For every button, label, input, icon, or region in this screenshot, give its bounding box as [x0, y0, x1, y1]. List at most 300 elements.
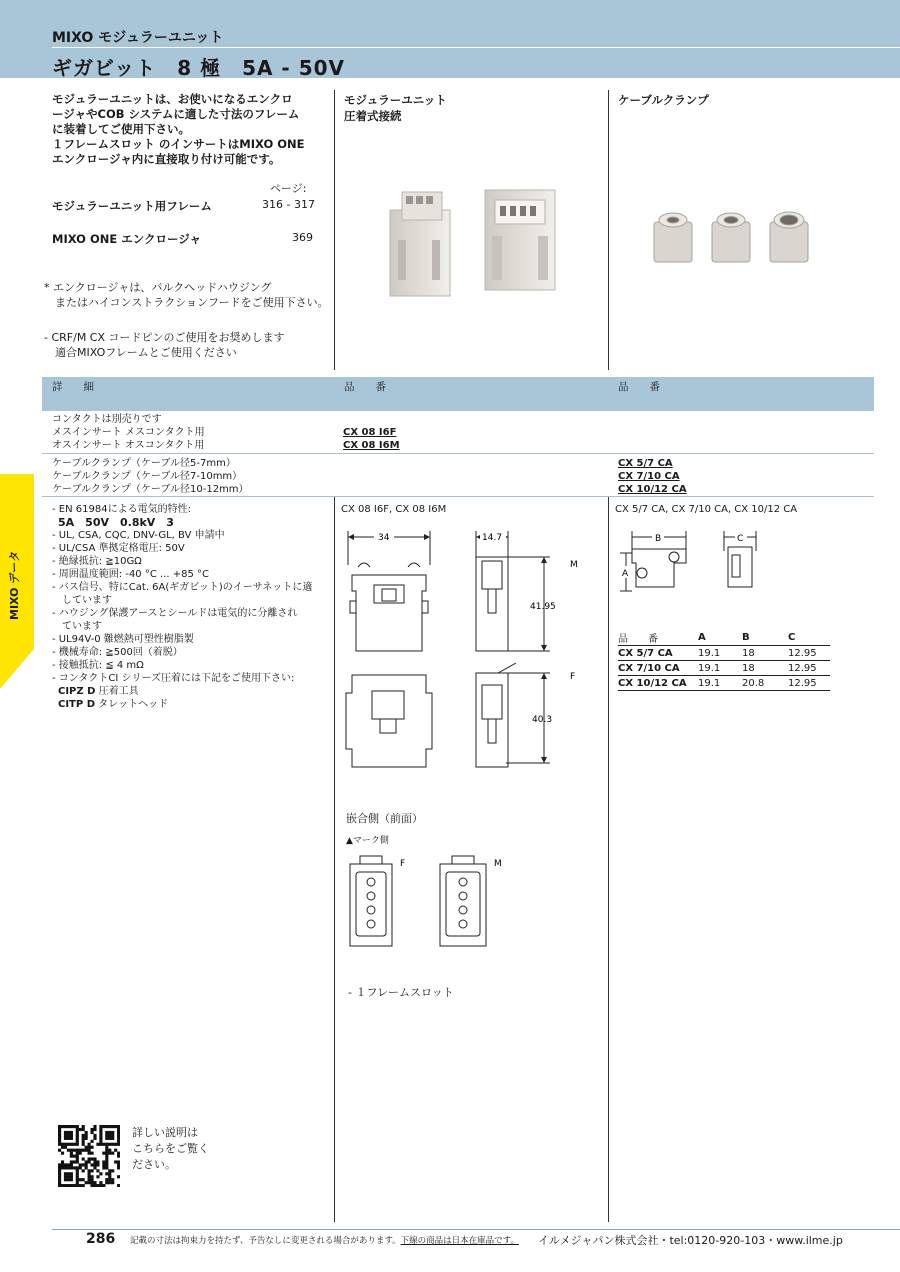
dim-c-label: C	[737, 534, 744, 544]
qr-module	[70, 1149, 73, 1152]
qr-module	[73, 1149, 76, 1152]
qr-module	[108, 1175, 111, 1178]
spec-line: しています	[52, 595, 112, 606]
qr-module	[67, 1134, 70, 1137]
qr-module	[117, 1163, 120, 1166]
intro-line: に装着してご使用下さい。	[52, 122, 190, 136]
qr-line: ださい。	[132, 1158, 176, 1171]
qr-module	[73, 1125, 76, 1128]
modular-unit-heading: モジュラーユニット	[344, 93, 447, 107]
column-divider	[608, 497, 609, 1222]
qr-module	[61, 1152, 64, 1155]
part-no-label: 品 番	[618, 381, 660, 393]
qr-module	[99, 1184, 102, 1187]
qr-module	[70, 1175, 73, 1178]
qr-module	[85, 1181, 88, 1184]
qr-module	[85, 1166, 88, 1169]
qr-module	[90, 1175, 93, 1178]
intro-line: エンクロージャ内に直接取り付け可能です。	[52, 152, 281, 166]
qr-module	[70, 1125, 73, 1128]
clamp-label: ケーブルクランプ（ケーブル径7-10mm）	[52, 471, 243, 482]
table-header-band	[42, 377, 874, 411]
col-header: 品 番	[618, 634, 658, 645]
qr-module	[64, 1125, 67, 1128]
side-tab-label: MIXO データ	[8, 550, 21, 620]
qr-module	[82, 1128, 85, 1131]
qr-module	[105, 1125, 108, 1128]
qr-module	[70, 1163, 73, 1166]
qr-module	[67, 1175, 70, 1178]
qr-module	[114, 1143, 117, 1146]
qr-module	[64, 1166, 67, 1169]
qr-module	[111, 1131, 114, 1134]
qr-module	[117, 1175, 120, 1178]
qr-module	[117, 1140, 120, 1143]
row-divider	[42, 453, 874, 454]
qr-module	[67, 1137, 70, 1140]
qr-module	[82, 1178, 85, 1181]
qr-module	[64, 1184, 67, 1187]
qr-module	[73, 1155, 76, 1158]
mark-side-label: ▲マーク側	[346, 836, 389, 846]
qr-module	[117, 1134, 120, 1137]
qr-module	[79, 1149, 82, 1152]
qr-module	[90, 1128, 93, 1131]
mating-side-title: 嵌合側（前面）	[346, 812, 423, 825]
qr-module	[82, 1157, 85, 1160]
intro-paragraph	[52, 92, 327, 167]
qr-module	[70, 1166, 73, 1169]
qr-module	[102, 1143, 105, 1146]
qr-module	[105, 1137, 108, 1140]
qr-module	[88, 1152, 91, 1155]
spec-line: - バス信号、特にCat. 6A(ギガビット)のイーサネットに適	[52, 582, 313, 593]
clamp-size-table	[618, 630, 830, 691]
table-row	[618, 661, 830, 676]
contacts-note: コンタクトは別売りです	[52, 414, 162, 425]
qr-module	[85, 1163, 88, 1166]
table-cell: 20.8	[742, 677, 765, 689]
dim-height-female-label: 40.3	[532, 715, 553, 725]
spec-line: - UL/CSA 準拠定格電圧: 50V	[52, 543, 185, 554]
ref-enclosure-label: MIXO ONE エンクロージャ	[52, 232, 202, 246]
qr-module	[82, 1169, 85, 1172]
male-label: M	[570, 560, 578, 570]
female-insert-label: メスインサート メスコンタクト用	[52, 427, 205, 438]
modular-unit-photo	[380, 180, 560, 300]
qr-module	[105, 1166, 108, 1169]
qr-module	[93, 1184, 96, 1187]
qr-module	[82, 1163, 85, 1166]
qr-module	[99, 1131, 102, 1134]
qr-module	[96, 1163, 99, 1166]
qr-module	[99, 1143, 102, 1146]
qr-module	[88, 1175, 91, 1178]
qr-module	[76, 1184, 79, 1187]
qr-module	[105, 1172, 108, 1175]
table-cell: CX 5/7 CA	[618, 647, 673, 659]
qr-module	[82, 1125, 85, 1128]
qr-module	[111, 1134, 114, 1137]
qr-module	[105, 1155, 108, 1158]
qr-module	[117, 1143, 120, 1146]
female-insert-code: CX 08 I6F	[343, 427, 397, 438]
qr-module	[76, 1175, 79, 1178]
qr-caption	[132, 1125, 209, 1173]
enclosure-note	[44, 280, 329, 310]
note-line: 適合MIXOフレームとご使用ください	[44, 346, 237, 359]
qr-module	[67, 1149, 70, 1152]
row-divider	[42, 496, 874, 497]
male-insert-label: オスインサート オスコンタクト用	[52, 440, 205, 451]
qr-module	[88, 1181, 91, 1184]
qr-module	[58, 1131, 61, 1134]
qr-module	[70, 1184, 73, 1187]
qr-module	[58, 1163, 61, 1166]
table-cell: 12.95	[788, 662, 817, 674]
details-label: 詳 細	[52, 381, 94, 393]
qr-module	[102, 1163, 105, 1166]
qr-module	[58, 1175, 61, 1178]
qr-module	[93, 1166, 96, 1169]
qr-module	[76, 1181, 79, 1184]
table-cell: CX 7/10 CA	[618, 662, 680, 674]
qr-module	[99, 1137, 102, 1140]
qr-module	[70, 1143, 73, 1146]
qr-module	[108, 1152, 111, 1155]
qr-module	[70, 1134, 73, 1137]
mating-face-drawing	[344, 852, 514, 952]
footer-note-text: 記載の寸法は拘束力を持たず、予告なしに変更される場合があります。	[130, 1236, 401, 1246]
note-line: - CRF/M CX コードピンのご使用をお奨めします	[44, 331, 285, 344]
qr-module	[90, 1146, 93, 1149]
qr-module	[117, 1125, 120, 1128]
qr-module	[88, 1149, 91, 1152]
intro-line: １フレームスロット のインサートはMIXO ONE	[52, 137, 305, 151]
qr-module	[111, 1181, 114, 1184]
ref-frame-page: 316 - 317	[262, 198, 315, 211]
qr-module	[90, 1178, 93, 1181]
qr-module	[99, 1128, 102, 1131]
qr-module	[117, 1184, 120, 1187]
qr-module	[76, 1137, 79, 1140]
qr-module	[108, 1137, 111, 1140]
qr-module	[93, 1157, 96, 1160]
table-cell: 19.1	[698, 647, 721, 659]
note-line: * エンクロージャは、バルクヘッドハウジング	[44, 281, 272, 294]
qr-module	[76, 1155, 79, 1158]
spec-line: - 機械寿命: ≧500回（着脱）	[52, 647, 183, 658]
clamp-dimension-drawing	[614, 527, 774, 597]
page-title: ギガビット 8 極 5A - 50V	[52, 56, 346, 80]
qr-module	[93, 1137, 96, 1140]
qr-module	[99, 1125, 102, 1128]
qr-module	[102, 1160, 105, 1163]
slot-note: - １フレームスロット	[348, 986, 454, 999]
qr-module	[79, 1178, 82, 1181]
qr-line: 詳しい説明は	[132, 1126, 198, 1139]
qr-module	[73, 1160, 76, 1163]
qr-module	[67, 1125, 70, 1128]
qr-module	[88, 1157, 91, 1160]
dim-b-label: B	[655, 534, 662, 544]
qr-module	[117, 1155, 120, 1158]
qr-line: こちらをご覧く	[132, 1142, 209, 1155]
spec-line: - 接触抵抗: ≦ 4 mΩ	[52, 660, 144, 671]
qr-module	[76, 1134, 79, 1137]
qr-module	[67, 1163, 70, 1166]
qr-module	[93, 1134, 96, 1137]
clamp-label: ケーブルクランプ（ケーブル径5-7mm）	[52, 458, 236, 469]
qr-module	[76, 1149, 79, 1152]
qr-module	[61, 1143, 64, 1146]
col-header: C	[788, 632, 796, 643]
spec-rating: 5A 50V 0.8kV 3	[58, 516, 174, 529]
dim-a-label: A	[622, 569, 629, 579]
table-cell: CX 10/12 CA	[618, 677, 687, 689]
qr-module	[85, 1137, 88, 1140]
qr-module	[58, 1172, 61, 1175]
qr-module	[93, 1163, 96, 1166]
qr-module	[96, 1143, 99, 1146]
qr-module	[58, 1128, 61, 1131]
qr-module	[58, 1134, 61, 1137]
mating-female-label: F	[400, 859, 406, 869]
dim-width-label: 34	[378, 533, 390, 543]
spec-line: - 絶縁抵抗: ≧10GΩ	[52, 556, 142, 567]
qr-module	[64, 1131, 67, 1134]
qr-module	[90, 1163, 93, 1166]
qr-module	[111, 1152, 114, 1155]
qr-module	[58, 1137, 61, 1140]
col-header: A	[698, 632, 706, 643]
qr-module	[108, 1172, 111, 1175]
spec-line: - 周囲温度範囲: -40 °C ... +85 °C	[52, 569, 209, 580]
qr-module	[67, 1166, 70, 1169]
qr-module	[105, 1134, 108, 1137]
qr-module	[88, 1160, 91, 1163]
qr-module	[88, 1178, 91, 1181]
qr-module	[67, 1178, 70, 1181]
page-ref-label: ページ:	[270, 182, 307, 195]
qr-module	[76, 1166, 79, 1169]
dim-depth-label: 14.7	[482, 533, 503, 543]
table-cell: 12.95	[788, 647, 817, 659]
female-label: F	[570, 672, 576, 682]
qr-module	[99, 1172, 102, 1175]
qr-module	[82, 1137, 85, 1140]
qr-module	[96, 1169, 99, 1172]
qr-module	[111, 1178, 114, 1181]
qr-module	[70, 1178, 73, 1181]
intro-line: ージャやCOB システムに適した寸法のフレーム	[52, 107, 300, 121]
tool-line	[58, 685, 332, 698]
qr-module	[76, 1131, 79, 1134]
table-row	[618, 676, 830, 691]
qr-module	[105, 1146, 108, 1149]
cable-clamp-heading: ケーブルクランプ	[618, 93, 709, 107]
qr-module	[90, 1157, 93, 1160]
qr-module	[105, 1163, 108, 1166]
qr-module	[79, 1166, 82, 1169]
qr-module	[64, 1178, 67, 1181]
qr-module	[117, 1166, 120, 1169]
qr-module	[88, 1169, 91, 1172]
qr-module	[70, 1152, 73, 1155]
qr-module	[64, 1134, 67, 1137]
qr-module	[76, 1160, 79, 1163]
spec-line: - UL94V-0 難燃熱可塑性樹脂製	[52, 634, 194, 645]
qr-module	[58, 1149, 61, 1152]
qr-module	[93, 1181, 96, 1184]
qr-module	[105, 1149, 108, 1152]
crimp-heading: 圧着式接続	[344, 109, 402, 123]
qr-module	[111, 1125, 114, 1128]
qr-module	[70, 1155, 73, 1158]
table-cell: 19.1	[698, 662, 721, 674]
company-info: イルメジャパン株式会社・tel:0120-920-103・www.ilme.jp	[538, 1234, 843, 1247]
qr-module	[70, 1137, 73, 1140]
qr-module	[108, 1143, 111, 1146]
qr-module	[82, 1143, 85, 1146]
qr-module	[67, 1143, 70, 1146]
qr-module	[108, 1125, 111, 1128]
column-divider	[608, 90, 609, 370]
qr-module	[70, 1131, 73, 1134]
qr-module	[85, 1131, 88, 1134]
qr-module	[85, 1160, 88, 1163]
qr-module	[64, 1163, 67, 1166]
qr-module	[99, 1134, 102, 1137]
qr-code-icon	[58, 1125, 120, 1187]
qr-module	[90, 1184, 93, 1187]
qr-module	[117, 1160, 120, 1163]
qr-module	[108, 1169, 111, 1172]
qr-module	[117, 1131, 120, 1134]
qr-module	[61, 1166, 64, 1169]
header-divider	[52, 47, 900, 48]
qr-module	[102, 1184, 105, 1187]
qr-module	[64, 1172, 67, 1175]
qr-module	[96, 1160, 99, 1163]
cable-clamp-photo	[648, 208, 828, 268]
qr-module	[114, 1149, 117, 1152]
qr-module	[82, 1134, 85, 1137]
qr-module	[88, 1143, 91, 1146]
qr-module	[96, 1175, 99, 1178]
clamp-label: ケーブルクランプ（ケーブル径10-12mm）	[52, 484, 249, 495]
qr-module	[79, 1152, 82, 1155]
qr-module	[90, 1131, 93, 1134]
qr-module	[70, 1172, 73, 1175]
qr-module	[76, 1143, 79, 1146]
qr-module	[64, 1175, 67, 1178]
qr-module	[79, 1184, 82, 1187]
drawing1-caption: CX 08 I6F, CX 08 I6M	[341, 504, 447, 515]
qr-module	[58, 1184, 61, 1187]
qr-module	[79, 1163, 82, 1166]
qr-module	[61, 1125, 64, 1128]
table-cell: 18	[742, 647, 755, 659]
qr-module	[76, 1140, 79, 1143]
qr-module	[105, 1181, 108, 1184]
table-cell: 12.95	[788, 677, 817, 689]
qr-module	[79, 1128, 82, 1131]
qr-module	[90, 1169, 93, 1172]
table-row	[618, 646, 830, 661]
qr-module	[108, 1149, 111, 1152]
qr-module	[76, 1125, 79, 1128]
qr-module	[117, 1137, 120, 1140]
qr-module	[105, 1178, 108, 1181]
qr-module	[76, 1128, 79, 1131]
qr-module	[108, 1131, 111, 1134]
qr-module	[64, 1137, 67, 1140]
qr-module	[61, 1146, 64, 1149]
qr-module	[58, 1125, 61, 1128]
qr-module	[76, 1172, 79, 1175]
qr-module	[108, 1134, 111, 1137]
tool-code: CIPZ D	[58, 686, 96, 697]
qr-module	[64, 1146, 67, 1149]
qr-module	[61, 1160, 64, 1163]
male-insert-code: CX 08 I6M	[343, 440, 400, 451]
tool-label: 圧着工具	[95, 686, 139, 697]
qr-module	[82, 1184, 85, 1187]
column-divider	[334, 90, 335, 370]
qr-module	[93, 1160, 96, 1163]
qr-module	[61, 1184, 64, 1187]
spec-line: - EN 61984による電気的特性:	[52, 504, 191, 515]
qr-module	[117, 1128, 120, 1131]
qr-module	[105, 1157, 108, 1160]
table-cell: 19.1	[698, 677, 721, 689]
qr-module	[58, 1166, 61, 1169]
qr-module	[76, 1169, 79, 1172]
qr-module	[99, 1181, 102, 1184]
qr-module	[85, 1149, 88, 1152]
spec-line: - UL, CSA, CQC, DNV-GL, BV 申請中	[52, 530, 225, 541]
qr-module	[93, 1128, 96, 1131]
mating-male-label: M	[494, 859, 502, 869]
qr-module	[58, 1143, 61, 1146]
qr-module	[85, 1146, 88, 1149]
qr-module	[58, 1140, 61, 1143]
table-header-row	[618, 630, 830, 646]
qr-module	[70, 1160, 73, 1163]
qr-module	[111, 1169, 114, 1172]
qr-module	[64, 1143, 67, 1146]
qr-module	[117, 1152, 120, 1155]
clamp-code: CX 10/12 CA	[618, 484, 687, 495]
spec-line: - コンタクトCI シリーズ圧着には下記をご使用下さい:	[52, 673, 295, 684]
page-number: 286	[86, 1231, 116, 1247]
qr-module	[61, 1163, 64, 1166]
qr-module	[73, 1184, 76, 1187]
qr-module	[90, 1181, 93, 1184]
qr-module	[105, 1152, 108, 1155]
qr-module	[90, 1152, 93, 1155]
qr-module	[82, 1149, 85, 1152]
footer-note-underlined: 下線の商品は日本在庫品です。	[400, 1236, 519, 1246]
ref-frame-label: モジュラーユニット用フレーム	[52, 199, 212, 213]
dim-height-male-label: 41.95	[530, 602, 556, 612]
qr-module	[111, 1137, 114, 1140]
qr-module	[108, 1178, 111, 1181]
qr-module	[82, 1140, 85, 1143]
qr-module	[105, 1160, 108, 1163]
qr-module	[76, 1152, 79, 1155]
